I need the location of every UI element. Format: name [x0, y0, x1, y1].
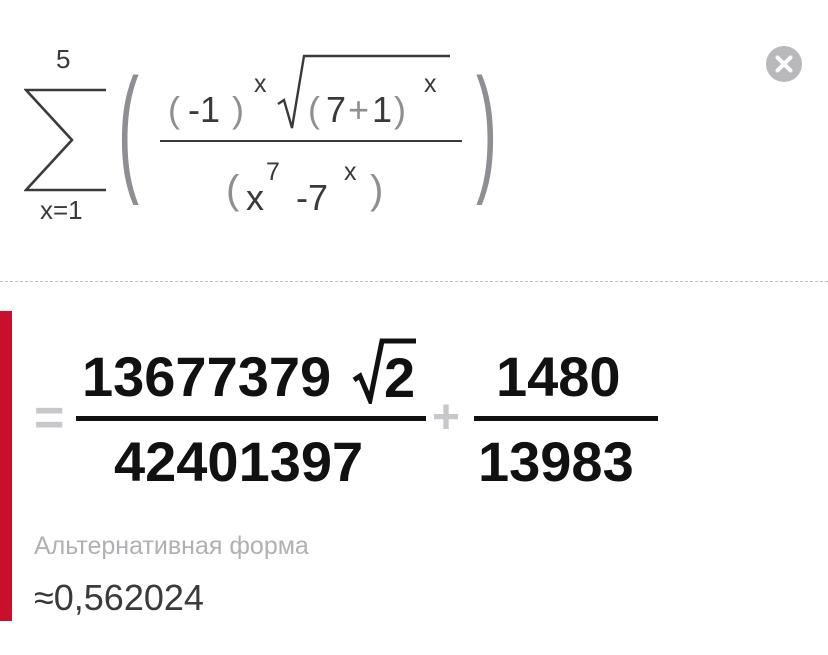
sum-upper-limit: 5 [56, 44, 71, 74]
fraction1-numerator-coefficient: 13677379 [82, 345, 332, 408]
den-minus-seven: -7 [296, 177, 329, 218]
fraction2-numerator: 1480 [496, 345, 621, 408]
fraction2-denominator: 13983 [478, 430, 634, 493]
fraction2-bar [474, 416, 658, 421]
num-one: 1 [372, 89, 393, 130]
num-minus-one-open: ( [168, 89, 180, 130]
sigma-symbol [24, 88, 108, 192]
close-icon [766, 46, 802, 82]
den-close-paren: ) [370, 168, 384, 212]
outer-open-paren: ( [118, 49, 139, 206]
alternative-form-label: Альтернативная форма [34, 532, 309, 560]
fraction1-bar [76, 416, 426, 421]
num-plus: + [348, 89, 370, 130]
num-exponent-x: x [254, 70, 267, 98]
input-fraction-bar [160, 140, 462, 142]
den-exponent-7: 7 [266, 158, 280, 186]
num-rad-close: ) [394, 89, 406, 130]
num-rad-exponent-x: x [424, 70, 437, 98]
num-minus-one: -1 [188, 89, 221, 130]
result-accent-bar [0, 311, 12, 621]
num-seven: 7 [326, 89, 347, 130]
num-rad-open: ( [308, 89, 320, 130]
outer-close-paren: ) [476, 49, 497, 206]
den-open-paren: ( [226, 168, 240, 212]
fraction1-denominator: 42401397 [114, 430, 364, 493]
result-plus-sign: + [432, 391, 461, 444]
num-minus-one-close: ) [232, 89, 244, 130]
alternative-form-value: ≈0,562024 [34, 577, 204, 618]
section-divider [0, 281, 828, 282]
den-x: x [246, 177, 264, 218]
den-exponent-x: x [344, 158, 357, 186]
fraction1-numerator-radicand: 2 [384, 346, 416, 409]
result-equals-sign: = [34, 389, 65, 447]
clear-expression-button[interactable] [766, 46, 802, 82]
sum-lower-limit: x=1 [40, 195, 83, 225]
